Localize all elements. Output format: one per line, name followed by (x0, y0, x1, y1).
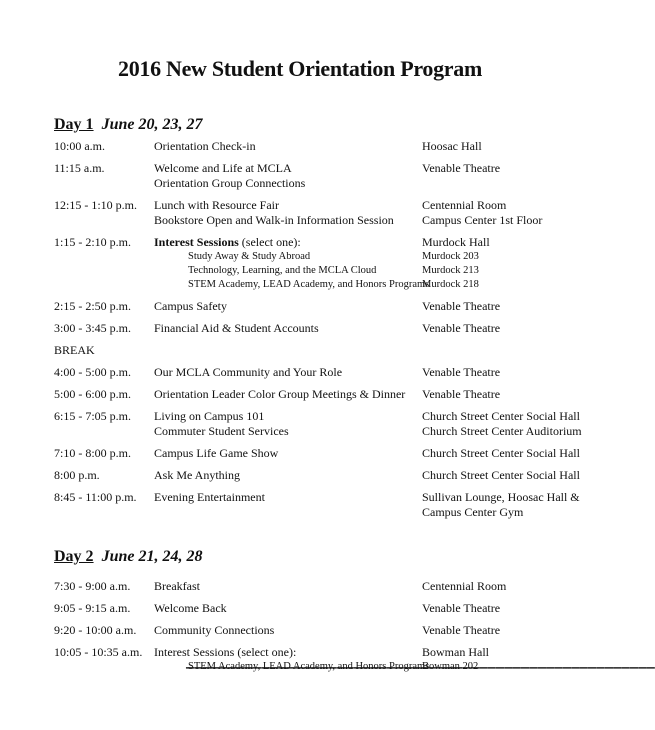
time-cell: 5:00 - 6:00 p.m. (54, 387, 131, 401)
location-cell (422, 198, 582, 228)
event-line: Orientation Check-in (154, 139, 256, 153)
sub-location: Murdock 218 (422, 279, 479, 290)
event-line: Financial Aid & Student Accounts (154, 321, 319, 335)
event-rest: (select one): (238, 235, 301, 249)
event-line: Campus Life Game Show (154, 446, 279, 460)
event-line: Orientation Group Connections (154, 176, 306, 190)
event-line: Commuter Student Services (154, 424, 289, 438)
sub-session: STEM Academy, LEAD Academy, and Honors Programs (188, 279, 430, 290)
event-cell (154, 198, 414, 228)
location-cell (422, 321, 582, 336)
location-line: Bowman Hall (422, 645, 489, 659)
event-cell (154, 365, 414, 380)
location-cell (422, 299, 582, 314)
location-cell (422, 446, 582, 461)
day-2-schedule (54, 579, 574, 681)
time-cell: 12:15 - 1:10 p.m. (54, 198, 137, 212)
event-line: Orientation Leader Color Group Meetings & Dinner (154, 387, 406, 401)
time-cell: 10:05 - 10:35 a.m. (54, 645, 143, 659)
time-cell: 4:00 - 5:00 p.m. (54, 365, 131, 379)
event-line: Welcome Back (154, 601, 227, 615)
event-line: Campus Safety (154, 299, 227, 313)
schedule-row (54, 579, 574, 594)
event-line: Community Connections (154, 623, 275, 637)
time-cell: 9:20 - 10:00 a.m. (54, 623, 137, 637)
location-line: Venable Theatre (422, 601, 501, 615)
event-line: Lunch with Resource Fair (154, 198, 279, 212)
location-line: Centennial Room (422, 579, 507, 593)
time-cell: 8:45 - 11:00 p.m. (54, 490, 137, 504)
time-cell: 7:30 - 9:00 a.m. (54, 579, 131, 593)
location-line: Church Street Center Social Hall (422, 446, 580, 460)
time-cell: 8:00 p.m. (54, 468, 100, 482)
event-cell (154, 623, 414, 638)
location-cell (422, 490, 582, 520)
event-line: Interest Sessions (select one): (154, 645, 297, 659)
day-2-heading (54, 548, 202, 566)
location-cell (422, 409, 582, 439)
break-label: BREAK (54, 343, 95, 357)
location-cell (422, 365, 582, 380)
time-cell: 2:15 - 2:50 p.m. (54, 299, 131, 313)
event-line (154, 235, 414, 250)
day-1-heading (54, 116, 202, 134)
event-line: Breakfast (154, 579, 200, 593)
sub-location: Murdock 203 (422, 251, 479, 262)
location-line: Campus Center 1st Floor (422, 213, 543, 227)
schedule-row (54, 198, 574, 228)
location-cell (422, 235, 582, 292)
time-cell: 3:00 - 3:45 p.m. (54, 321, 131, 335)
location-line: Venable Theatre (422, 387, 501, 401)
location-line: Venable Theatre (422, 321, 501, 335)
location-line: Church Street Center Auditorium (422, 424, 582, 438)
event-cell (154, 468, 414, 483)
schedule-row (54, 601, 574, 616)
event-cell (154, 235, 430, 292)
schedule-row (54, 235, 574, 292)
location-cell (422, 161, 582, 176)
event-line: Welcome and Life at MCLA (154, 161, 292, 175)
schedule-row (54, 365, 574, 380)
location-line: Venable Theatre (422, 161, 501, 175)
location-line: Hoosac Hall (422, 139, 482, 153)
sub-location: Bowman 202 (422, 661, 479, 672)
location-line: Campus Center Gym (422, 505, 524, 519)
day-2-dates: June 21, 24, 28 (101, 548, 203, 565)
event-cell (154, 299, 414, 314)
time-cell: 7:10 - 8:00 p.m. (54, 446, 131, 460)
time-cell: 6:15 - 7:05 p.m. (54, 409, 131, 423)
location-cell (422, 387, 582, 402)
schedule-row (54, 321, 574, 336)
location-line: Venable Theatre (422, 299, 501, 313)
event-line: Bookstore Open and Walk-in Information Session (154, 213, 394, 227)
location-cell (422, 139, 582, 154)
time-cell: 1:15 - 2:10 p.m. (54, 235, 131, 249)
sub-session: STEM Academy, LEAD Academy, and Honors Programs (188, 661, 430, 672)
event-cell (154, 321, 414, 336)
cut-off-row: ▔▔▔▔▔▔▔▔▔▔▔▔▔▔▔▔▔▔▔▔▔▔▔▔▔▔▔▔▔▔▔▔▔▔▔▔▔▔▔▔▔▔▔▔▔▔▔▔▔▔▔▔▔▔▔▔ (186, 669, 655, 680)
location-cell (422, 579, 582, 594)
schedule-row (54, 490, 580, 519)
schedule-row (54, 139, 574, 154)
location-line: Centennial Room (422, 198, 507, 212)
schedule-row (54, 623, 574, 638)
location-cell (422, 623, 582, 638)
event-cell (154, 139, 414, 154)
event-cell (154, 601, 414, 616)
location-line: Church Street Center Social Hall (422, 409, 580, 423)
location-line: Church Street Center Social Hall (422, 468, 580, 482)
event-line: Living on Campus 101 (154, 409, 265, 423)
day-1-label: Day 1 (54, 116, 94, 133)
page-title: 2016 New Student Orientation Program (118, 56, 482, 81)
event-cell (154, 161, 414, 191)
day-1-schedule (54, 139, 582, 519)
event-bold: Interest Sessions (154, 235, 239, 249)
location-line: Venable Theatre (422, 365, 501, 379)
location-cell (422, 601, 582, 616)
schedule-row (54, 468, 580, 483)
time-cell: 11:15 a.m. (54, 161, 105, 175)
day-1-dates: June 20, 23, 27 (101, 116, 203, 133)
schedule-row (54, 161, 574, 191)
schedule-row (54, 409, 582, 439)
location-line: Venable Theatre (422, 623, 501, 637)
event-cell (154, 409, 414, 439)
event-line: Ask Me Anything (154, 468, 241, 482)
sub-location: Murdock 213 (422, 265, 479, 276)
schedule-row (54, 387, 574, 402)
sub-session: Technology, Learning, and the MCLA Cloud (188, 265, 377, 276)
time-cell: 10:00 a.m. (54, 139, 105, 153)
event-cell (154, 387, 414, 402)
location-line: Murdock Hall (422, 235, 490, 249)
location-line: Sullivan Lounge, Hoosac Hall & (422, 490, 580, 504)
sub-session: Study Away & Study Abroad (188, 251, 311, 262)
event-cell (154, 490, 414, 505)
schedule-row (54, 446, 580, 461)
schedule-row (54, 299, 574, 314)
location-cell (422, 468, 582, 483)
event-cell (154, 446, 414, 461)
time-cell: 9:05 - 9:15 a.m. (54, 601, 131, 615)
event-cell (154, 579, 414, 594)
day-2-label: Day 2 (54, 548, 94, 565)
event-line: Our MCLA Community and Your Role (154, 365, 343, 379)
event-line: Evening Entertainment (154, 490, 265, 504)
